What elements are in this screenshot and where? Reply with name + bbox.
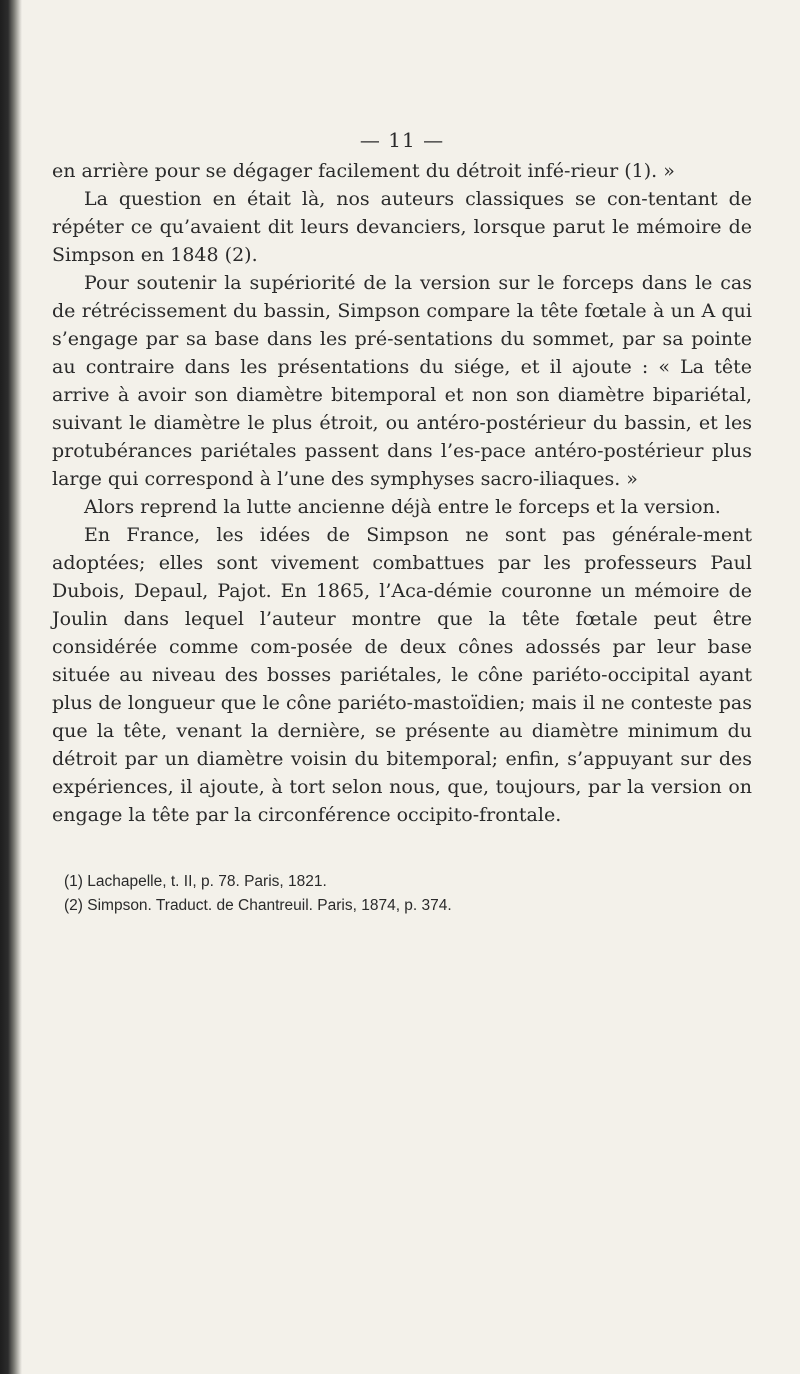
paragraph: Pour soutenir la supériorité de la version sur le forceps dans le cas de rétrécissement du bassin, Simpson compare la tête fœtale à un A qui s’engage par sa base dans les pré-sentations du sommet, par sa pointe au contraire dans les présentations du siége, et il ajoute : « La tête arrive à avoir son diamètre bitemporal et non son diamètre bipariétal, suivant le diamètre le plus étroit, ou antéro-postérieur du bassin, et les protubérances pariétales passent dans l’es-pace antéro-postérieur plus large qui correspond à l’une des symphyses sacro-iliaques. » bbox=[52, 272, 752, 490]
paragraph: Alors reprend la lutte ancienne déjà entre le forceps et la version. bbox=[84, 496, 721, 518]
paragraph: En France, les idées de Simpson ne sont pas générale-ment adoptées; elles sont vivement combattues par les professeurs Paul Dubois, Depaul, Pajot. En 1865, l’Aca-démie couronne un mémoire de Joulin dans lequel l’auteur montre que la tête fœtale peut être considérée comme com-posée de deux cônes adossés par leur base située au niveau des bosses pariétales, le cône pariéto-occipital ayant plus de longueur que le cône pariéto-mastoïdien; mais il ne conteste pas que la tête, venant la dernière, se présente au diamètre minimum du détroit par un diamètre voisin du bitemporal; enfin, s’appuyant sur des expériences, il ajoute, à tort selon nous, que, toujours, par la version on engage la tête par la circonférence occipito-frontale. bbox=[52, 524, 752, 826]
book-page bbox=[52, 0, 752, 1374]
footnote: (1) Lachapelle, t. II, p. 78. Paris, 1821. bbox=[64, 873, 327, 890]
footnote: (2) Simpson. Traduct. de Chantreuil. Paris, 1874, p. 374. bbox=[64, 897, 452, 914]
paragraph: La question en était là, nos auteurs classiques se con-tentant de répéter ce qu’avaient dit leurs devanciers, lorsque parut le mémoire de Simpson en 1848 (2). bbox=[52, 188, 752, 266]
page-number: — 11 — bbox=[359, 128, 445, 152]
body-text bbox=[52, 157, 752, 829]
book-spine-shadow bbox=[0, 0, 22, 1374]
footnotes bbox=[64, 870, 744, 918]
paragraph: en arrière pour se dégager facilement du détroit infé-rieur (1). » bbox=[52, 160, 675, 182]
